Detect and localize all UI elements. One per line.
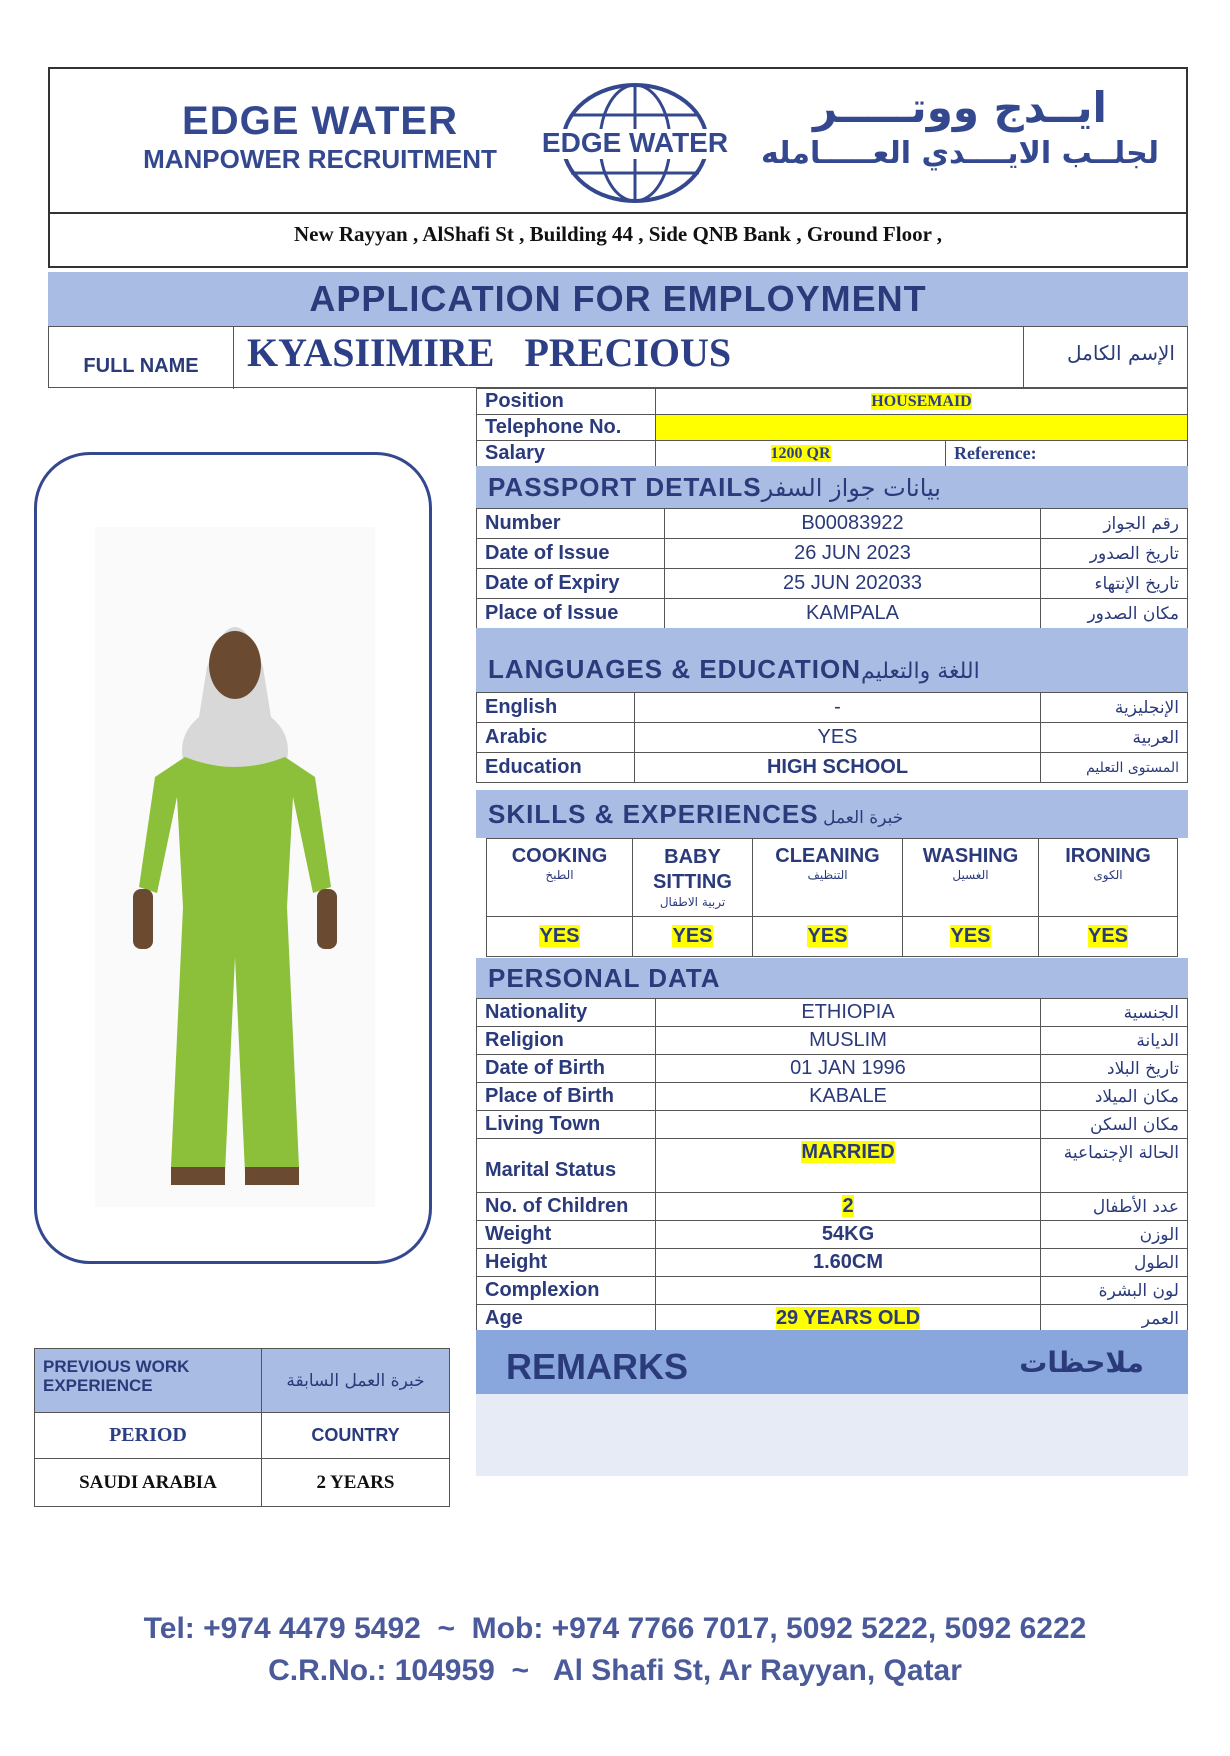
religion-label-ar: الديانة	[1041, 1027, 1188, 1055]
skills-table	[486, 838, 1178, 957]
company-name-line1: EDGE WATER	[182, 99, 458, 143]
education-value: HIGH SCHOOL	[635, 753, 1041, 783]
passport-number-label-ar: رقم الجواز	[1041, 509, 1188, 539]
company-name-ar-line1: ايــدج ووتـــــر	[813, 83, 1107, 132]
address-bar	[48, 212, 1188, 268]
arabic-label-ar: العربية	[1041, 723, 1188, 753]
passport-section-band	[476, 466, 1188, 508]
english-label: English	[477, 693, 635, 723]
full-name-label: FULL NAME	[83, 355, 199, 377]
skill-cleaning	[753, 839, 903, 917]
marital-label-ar: الحالة الإجتماعية	[1041, 1139, 1188, 1193]
skill-ironing-cell	[1039, 917, 1178, 957]
passport-expiry-label: Date of Expiry	[477, 569, 665, 599]
skills-title-ar: خبرة العمل	[823, 808, 904, 828]
languages-section-band	[476, 628, 1188, 692]
weight-label: Weight	[477, 1221, 656, 1249]
photo-frame	[34, 452, 432, 1264]
nationality-label-ar: الجنسية	[1041, 999, 1188, 1027]
height-value: 1.60CM	[656, 1249, 1041, 1277]
logo-text: EDGE WATER	[541, 127, 729, 158]
salary-label: Salary	[477, 441, 656, 467]
passport-table	[476, 508, 1188, 629]
full-name-divider-1	[233, 327, 234, 389]
personal-table	[476, 998, 1188, 1333]
height-label: Height	[477, 1249, 656, 1277]
passport-issue-value: 26 JUN 2023	[665, 539, 1041, 569]
dob-value: 01 JAN 1996	[656, 1055, 1041, 1083]
languages-title: LANGUAGES & EDUCATION	[488, 654, 861, 684]
arabic-value: YES	[635, 723, 1041, 753]
education-label: Education	[477, 753, 635, 783]
children-cell	[656, 1193, 1041, 1221]
passport-expiry-label-ar: تاريخ الإنتهاء	[1041, 569, 1188, 599]
passport-place-value: KAMPALA	[665, 599, 1041, 629]
english-value: -	[635, 693, 1041, 723]
nationality-label: Nationality	[477, 999, 656, 1027]
passport-place-label-ar: مكان الصدور	[1041, 599, 1188, 629]
weight-value: 54KG	[656, 1221, 1041, 1249]
age-label-ar: العمر	[1041, 1305, 1188, 1333]
work-row-col2: 2 YEARS	[262, 1459, 450, 1507]
footer-contact: Tel: +974 4479 5492 ~ Mob: +974 7766 7017, 5092 5222, 5092 6222	[143, 1612, 1087, 1645]
passport-title: PASSPORT DETAILS	[488, 472, 762, 502]
job-table	[476, 388, 1188, 467]
passport-number-label: Number	[477, 509, 665, 539]
skill-baby-sitting-name-ar: تربية الاطفال	[659, 895, 726, 909]
form-title-band	[48, 272, 1188, 326]
full-name-row	[48, 326, 1188, 388]
work-experience-title: PREVIOUS WORK EXPERIENCE	[35, 1349, 262, 1413]
form-title: APPLICATION FOR EMPLOYMENT	[309, 278, 927, 319]
complexion-label-ar: لون البشرة	[1041, 1277, 1188, 1305]
children-value: 2	[842, 1195, 854, 1217]
work-row-col1: SAUDI ARABIA	[35, 1459, 262, 1507]
position-cell	[656, 389, 1188, 415]
passport-place-label: Place of Issue	[477, 599, 665, 629]
telephone-value	[656, 415, 1188, 441]
living-town-label-ar: مكان السكن	[1041, 1111, 1188, 1139]
full-name-label-ar: الإسم الكامل	[1066, 341, 1175, 365]
complexion-label: Complexion	[477, 1277, 656, 1305]
skill-cleaning-name: CLEANING	[775, 845, 880, 867]
telephone-label: Telephone No.	[477, 415, 656, 441]
languages-table	[476, 692, 1188, 783]
skill-cooking-value: YES	[539, 925, 580, 947]
remarks-header	[476, 1330, 1188, 1394]
work-experience-table	[34, 1348, 450, 1507]
marital-label: Marital Status	[477, 1139, 656, 1193]
skill-ironing-value: YES	[1087, 925, 1129, 947]
full-name-value: KYASIIMIRE PRECIOUS	[247, 330, 732, 375]
skill-baby-sitting-cell	[633, 917, 753, 957]
skill-baby-sitting-name: BABY SITTING	[653, 846, 732, 893]
salary-cell	[656, 441, 946, 467]
arabic-label: Arabic	[477, 723, 635, 753]
age-value: 29 YEARS OLD	[775, 1307, 921, 1329]
marital-value: MARRIED	[801, 1141, 895, 1163]
nationality-value: ETHIOPIA	[656, 999, 1041, 1027]
age-cell	[656, 1305, 1041, 1333]
company-logo	[535, 77, 735, 209]
skill-washing-cell	[903, 917, 1039, 957]
children-label: No. of Children	[477, 1193, 656, 1221]
header-box	[48, 67, 1188, 212]
skills-section-band	[476, 790, 1188, 838]
country-header: COUNTRY	[262, 1413, 450, 1459]
religion-label: Religion	[477, 1027, 656, 1055]
company-name-ar	[750, 83, 1170, 171]
position-value: HOUSEMAID	[871, 392, 972, 410]
skill-cleaning-cell	[753, 917, 903, 957]
applicant-photo	[95, 527, 375, 1207]
pob-value: KABALE	[656, 1083, 1041, 1111]
remarks-title: REMARKS	[506, 1346, 689, 1387]
complexion-value	[656, 1277, 1041, 1305]
pob-label: Place of Birth	[477, 1083, 656, 1111]
skill-baby-sitting	[633, 839, 753, 917]
passport-number-value: B00083922	[665, 509, 1041, 539]
skill-washing-value: YES	[950, 925, 991, 947]
company-name-ar-line2: لجلــب الايــــدي العـــــامله	[760, 136, 1160, 171]
religion-value: MUSLIM	[656, 1027, 1041, 1055]
company-name-line2: MANPOWER RECRUITMENT	[143, 144, 497, 174]
english-label-ar: الإنجليزية	[1041, 693, 1188, 723]
footer	[0, 1612, 1230, 1688]
remarks-body	[476, 1394, 1188, 1476]
skill-washing-name-ar: الغسيل	[952, 868, 989, 882]
footer-address: C.R.No.: 104959 ~ Al Shafi St, Ar Rayyan, Qatar	[268, 1654, 962, 1687]
personal-title: PERSONAL DATA	[488, 963, 721, 993]
skill-cleaning-value: YES	[807, 925, 848, 947]
living-town-label: Living Town	[477, 1111, 656, 1139]
passport-expiry-value: 25 JUN 202033	[665, 569, 1041, 599]
children-label-ar: عدد الأطفال	[1041, 1193, 1188, 1221]
age-label: Age	[477, 1305, 656, 1333]
personal-section-band	[476, 958, 1188, 998]
living-town-value	[656, 1111, 1041, 1139]
full-name-divider-2	[1023, 327, 1024, 389]
skill-ironing	[1039, 839, 1178, 917]
education-label-ar: المستوى التعليم	[1041, 753, 1188, 783]
reference-label: Reference:	[946, 441, 1188, 467]
passport-title-ar: بيانات جواز السفر	[761, 474, 941, 502]
skill-washing-name: WASHING	[922, 845, 1019, 867]
passport-issue-label: Date of Issue	[477, 539, 665, 569]
skill-cooking-name: COOKING	[511, 845, 608, 867]
company-name-en	[110, 99, 530, 175]
pob-label-ar: مكان الميلاد	[1041, 1083, 1188, 1111]
skill-cooking	[487, 839, 633, 917]
position-label: Position	[477, 389, 656, 415]
dob-label-ar: تاريخ البلاد	[1041, 1055, 1188, 1083]
skill-washing	[903, 839, 1039, 917]
height-label-ar: الطول	[1041, 1249, 1188, 1277]
skill-cooking-cell	[487, 917, 633, 957]
period-header: PERIOD	[35, 1413, 262, 1459]
skill-cooking-name-ar: الطبخ	[545, 868, 574, 882]
work-experience-title-ar: خبرة العمل السابقة	[262, 1349, 450, 1413]
weight-label-ar: الوزن	[1041, 1221, 1188, 1249]
remarks-title-ar: ملاحظات	[1019, 1346, 1144, 1379]
passport-issue-label-ar: تاريخ الصدور	[1041, 539, 1188, 569]
skill-cleaning-name-ar: التنظيف	[807, 868, 848, 882]
marital-cell	[656, 1139, 1041, 1193]
skill-baby-sitting-value: YES	[672, 925, 713, 947]
skills-title: SKILLS & EXPERIENCES	[488, 799, 819, 829]
salary-value: 1200 QR	[770, 444, 831, 462]
skill-ironing-name: IRONING	[1065, 845, 1151, 867]
languages-title-ar: اللغة والتعليم	[860, 659, 980, 684]
skill-ironing-name-ar: الكوى	[1093, 868, 1123, 882]
address-text: New Rayyan , AlShafi St , Building 44 , Side QNB Bank , Ground Floor ,	[293, 222, 943, 246]
dob-label: Date of Birth	[477, 1055, 656, 1083]
